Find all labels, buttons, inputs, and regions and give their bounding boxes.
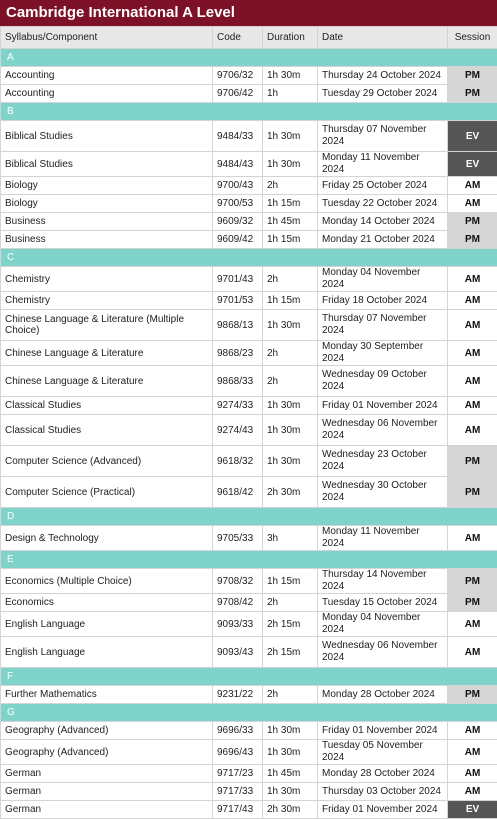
date-cell: Thursday 07 November 2024 — [318, 121, 448, 152]
duration-cell: 1h 30m — [263, 121, 318, 152]
syllabus-cell: Biblical Studies — [1, 121, 213, 152]
table-row — [1, 446, 497, 477]
code-cell: 9618/42 — [213, 477, 263, 508]
syllabus-cell: Business — [1, 231, 213, 249]
code-cell: 9484/33 — [213, 121, 263, 152]
duration-cell: 2h — [263, 267, 318, 292]
syllabus-cell: English Language — [1, 637, 213, 668]
code-cell: 9700/43 — [213, 177, 263, 195]
table-row — [1, 594, 497, 612]
session-badge: PM — [448, 85, 497, 103]
date-cell: Wednesday 23 October 2024 — [318, 446, 448, 477]
code-cell: 9093/33 — [213, 612, 263, 637]
code-cell: 9717/23 — [213, 765, 263, 783]
date-cell: Thursday 07 November 2024 — [318, 310, 448, 341]
code-cell: 9868/33 — [213, 366, 263, 397]
code-cell: 9701/43 — [213, 267, 263, 292]
code-cell: 9700/53 — [213, 195, 263, 213]
duration-cell: 1h 45m — [263, 213, 318, 231]
table-row — [1, 152, 497, 177]
session-badge: AM — [448, 292, 497, 310]
duration-cell: 1h 15m — [263, 569, 318, 594]
session-badge: AM — [448, 195, 497, 213]
letter-section-row — [1, 508, 497, 526]
syllabus-cell: Accounting — [1, 85, 213, 103]
syllabus-cell: German — [1, 765, 213, 783]
syllabus-cell: Chinese Language & Literature — [1, 366, 213, 397]
section-letter: C — [1, 249, 497, 267]
duration-cell: 2h — [263, 341, 318, 366]
session-badge: PM — [448, 594, 497, 612]
session-badge: PM — [448, 569, 497, 594]
syllabus-cell: Design & Technology — [1, 526, 213, 551]
table-row — [1, 341, 497, 366]
table-row — [1, 267, 497, 292]
date-cell: Wednesday 09 October 2024 — [318, 366, 448, 397]
session-badge: AM — [448, 177, 497, 195]
code-cell: 9274/43 — [213, 415, 263, 446]
code-cell: 9868/13 — [213, 310, 263, 341]
code-cell: 9708/42 — [213, 594, 263, 612]
syllabus-cell: Geography (Advanced) — [1, 722, 213, 740]
syllabus-cell: Geography (Advanced) — [1, 740, 213, 765]
table-row — [1, 783, 497, 801]
session-badge: PM — [448, 477, 497, 508]
duration-cell: 1h 45m — [263, 765, 318, 783]
syllabus-cell: Chemistry — [1, 292, 213, 310]
session-badge: AM — [448, 765, 497, 783]
date-cell: Wednesday 06 November 2024 — [318, 415, 448, 446]
duration-cell: 1h 30m — [263, 397, 318, 415]
duration-cell: 2h 15m — [263, 612, 318, 637]
duration-cell: 1h 30m — [263, 446, 318, 477]
syllabus-cell: Chemistry — [1, 267, 213, 292]
column-header-date: Date — [318, 27, 448, 49]
section-letter: G — [1, 704, 497, 722]
letter-section-row — [1, 249, 497, 267]
date-cell: Thursday 03 October 2024 — [318, 783, 448, 801]
date-cell: Friday 18 October 2024 — [318, 292, 448, 310]
duration-cell: 2h — [263, 177, 318, 195]
column-header-duration: Duration — [263, 27, 318, 49]
code-cell: 9696/33 — [213, 722, 263, 740]
letter-section-row — [1, 551, 497, 569]
table-row — [1, 765, 497, 783]
code-cell: 9706/32 — [213, 67, 263, 85]
table-row — [1, 397, 497, 415]
code-cell: 9705/33 — [213, 526, 263, 551]
date-cell: Thursday 24 October 2024 — [318, 67, 448, 85]
table-row — [1, 85, 497, 103]
date-cell: Tuesday 15 October 2024 — [318, 594, 448, 612]
table-row — [1, 415, 497, 446]
session-badge: AM — [448, 366, 497, 397]
duration-cell: 1h 30m — [263, 415, 318, 446]
table-row — [1, 213, 497, 231]
duration-cell: 2h — [263, 686, 318, 704]
code-cell: 9484/43 — [213, 152, 263, 177]
date-cell: Tuesday 29 October 2024 — [318, 85, 448, 103]
code-cell: 9231/22 — [213, 686, 263, 704]
syllabus-cell: Accounting — [1, 67, 213, 85]
date-cell: Tuesday 22 October 2024 — [318, 195, 448, 213]
date-cell: Monday 30 September 2024 — [318, 341, 448, 366]
duration-cell: 2h 15m — [263, 637, 318, 668]
code-cell: 9093/43 — [213, 637, 263, 668]
duration-cell: 2h 30m — [263, 801, 318, 819]
session-badge: AM — [448, 267, 497, 292]
session-badge: AM — [448, 637, 497, 668]
letter-section-row — [1, 668, 497, 686]
date-cell: Wednesday 06 November 2024 — [318, 637, 448, 668]
code-cell: 9868/23 — [213, 341, 263, 366]
duration-cell: 1h 15m — [263, 195, 318, 213]
syllabus-cell: Computer Science (Advanced) — [1, 446, 213, 477]
table-row — [1, 121, 497, 152]
table-body — [1, 49, 497, 819]
session-badge: AM — [448, 783, 497, 801]
date-cell: Thursday 14 November 2024 — [318, 569, 448, 594]
section-letter: E — [1, 551, 497, 569]
session-badge: PM — [448, 67, 497, 85]
column-header-session: Session — [448, 27, 497, 49]
table-row — [1, 637, 497, 668]
table-row — [1, 569, 497, 594]
duration-cell: 2h 30m — [263, 477, 318, 508]
session-badge: AM — [448, 310, 497, 341]
table-row — [1, 526, 497, 551]
session-badge: AM — [448, 740, 497, 765]
duration-cell: 1h 30m — [263, 310, 318, 341]
syllabus-cell: German — [1, 783, 213, 801]
syllabus-cell: Business — [1, 213, 213, 231]
syllabus-cell: Classical Studies — [1, 397, 213, 415]
date-cell: Wednesday 30 October 2024 — [318, 477, 448, 508]
code-cell: 9696/43 — [213, 740, 263, 765]
code-cell: 9609/32 — [213, 213, 263, 231]
code-cell: 9717/43 — [213, 801, 263, 819]
date-cell: Friday 01 November 2024 — [318, 722, 448, 740]
session-badge: AM — [448, 526, 497, 551]
table-row — [1, 310, 497, 341]
syllabus-cell: German — [1, 801, 213, 819]
table-row — [1, 477, 497, 508]
duration-cell: 2h — [263, 594, 318, 612]
session-badge: AM — [448, 397, 497, 415]
duration-cell: 1h 30m — [263, 67, 318, 85]
section-letter: D — [1, 508, 497, 526]
code-cell: 9717/33 — [213, 783, 263, 801]
code-cell: 9618/32 — [213, 446, 263, 477]
syllabus-cell: Economics — [1, 594, 213, 612]
session-badge: AM — [448, 341, 497, 366]
page-title: Cambridge International A Level — [0, 0, 497, 26]
table-row — [1, 195, 497, 213]
date-cell: Monday 21 October 2024 — [318, 231, 448, 249]
syllabus-cell: Chinese Language & Literature — [1, 341, 213, 366]
duration-cell: 1h 15m — [263, 292, 318, 310]
table-row — [1, 801, 497, 819]
exam-timetable — [0, 26, 497, 819]
syllabus-cell: Further Mathematics — [1, 686, 213, 704]
date-cell: Monday 14 October 2024 — [318, 213, 448, 231]
session-badge: PM — [448, 446, 497, 477]
code-cell: 9706/42 — [213, 85, 263, 103]
table-row — [1, 686, 497, 704]
section-letter: F — [1, 668, 497, 686]
session-badge: EV — [448, 152, 497, 177]
table-row — [1, 231, 497, 249]
session-badge: AM — [448, 722, 497, 740]
syllabus-cell: Computer Science (Practical) — [1, 477, 213, 508]
duration-cell: 1h 15m — [263, 231, 318, 249]
date-cell: Monday 11 November 2024 — [318, 152, 448, 177]
syllabus-cell: English Language — [1, 612, 213, 637]
column-header-syllabus: Syllabus/Component — [1, 27, 213, 49]
duration-cell: 1h 30m — [263, 783, 318, 801]
date-cell: Friday 01 November 2024 — [318, 801, 448, 819]
duration-cell: 2h — [263, 366, 318, 397]
letter-section-row — [1, 704, 497, 722]
code-cell: 9274/33 — [213, 397, 263, 415]
syllabus-cell: Biblical Studies — [1, 152, 213, 177]
date-cell: Monday 11 November 2024 — [318, 526, 448, 551]
date-cell: Friday 01 November 2024 — [318, 397, 448, 415]
syllabus-cell: Biology — [1, 177, 213, 195]
syllabus-cell: Chinese Language & Literature (Multiple Choice) — [1, 310, 213, 341]
duration-cell: 3h — [263, 526, 318, 551]
date-cell: Monday 04 November 2024 — [318, 267, 448, 292]
session-badge: AM — [448, 612, 497, 637]
letter-section-row — [1, 49, 497, 67]
session-badge: EV — [448, 121, 497, 152]
duration-cell: 1h — [263, 85, 318, 103]
session-badge: AM — [448, 415, 497, 446]
table-row — [1, 177, 497, 195]
code-cell: 9708/32 — [213, 569, 263, 594]
section-letter: B — [1, 103, 497, 121]
session-badge: EV — [448, 801, 497, 819]
column-header-code: Code — [213, 27, 263, 49]
table-row — [1, 67, 497, 85]
session-badge: PM — [448, 231, 497, 249]
session-badge: PM — [448, 686, 497, 704]
letter-section-row — [1, 103, 497, 121]
date-cell: Monday 28 October 2024 — [318, 765, 448, 783]
table-row — [1, 366, 497, 397]
syllabus-cell: Economics (Multiple Choice) — [1, 569, 213, 594]
table-row — [1, 740, 497, 765]
session-badge: PM — [448, 213, 497, 231]
section-letter: A — [1, 49, 497, 67]
date-cell: Monday 28 October 2024 — [318, 686, 448, 704]
date-cell: Tuesday 05 November 2024 — [318, 740, 448, 765]
table-row — [1, 612, 497, 637]
syllabus-cell: Biology — [1, 195, 213, 213]
duration-cell: 1h 30m — [263, 152, 318, 177]
date-cell: Monday 04 November 2024 — [318, 612, 448, 637]
table-header — [1, 27, 497, 49]
date-cell: Friday 25 October 2024 — [318, 177, 448, 195]
table-row — [1, 722, 497, 740]
code-cell: 9609/42 — [213, 231, 263, 249]
duration-cell: 1h 30m — [263, 722, 318, 740]
syllabus-cell: Classical Studies — [1, 415, 213, 446]
duration-cell: 1h 30m — [263, 740, 318, 765]
table-row — [1, 292, 497, 310]
code-cell: 9701/53 — [213, 292, 263, 310]
